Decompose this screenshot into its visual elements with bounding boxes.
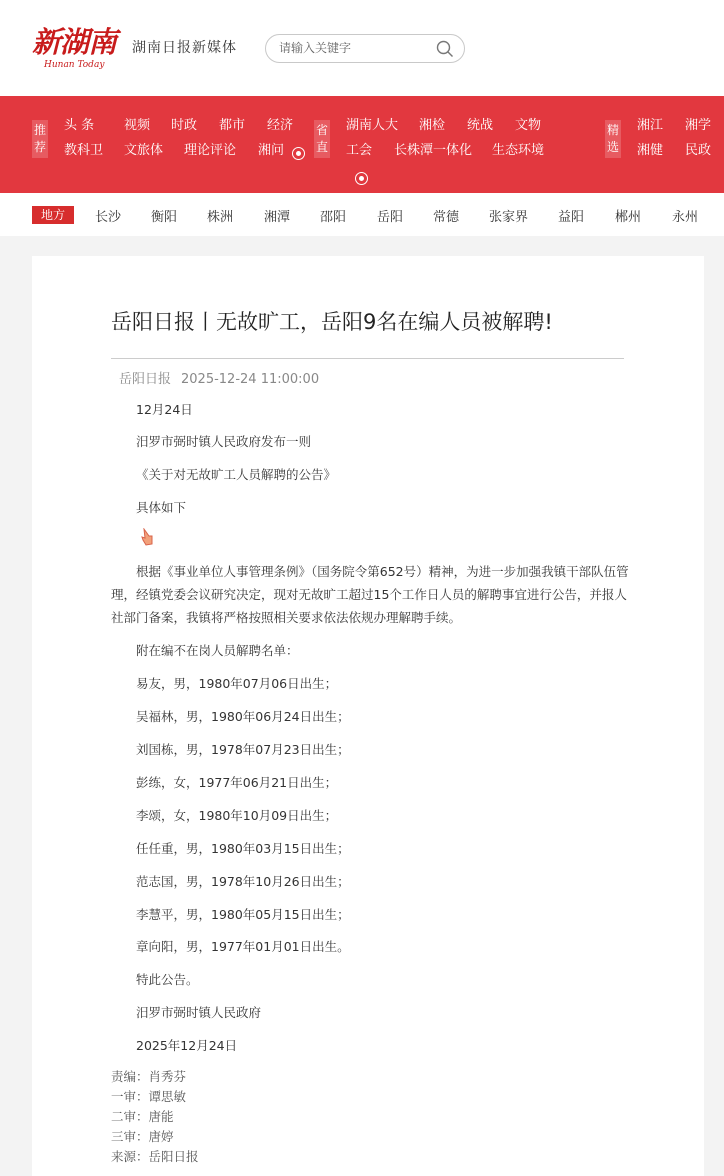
main-nav bbox=[0, 96, 724, 193]
list-item: 刘国栋，男，1978年07月23日出生； bbox=[136, 742, 350, 757]
article-paragraph: 根据《事业单位人事管理条例》（国务院令第652号）精神，为进一步加强我镇干部队伍管理，经镇党委会议研究决定，现对无故旷工超过15个工作日人员的解聘事宜进行公告，并报人社部门备案，我镇将严格按照相关要求依法依规办理解聘手续。 bbox=[111, 564, 629, 625]
list-item: 范志国，男，1978年10月26日出生； bbox=[136, 874, 350, 889]
region-tab[interactable]: 张家界 bbox=[489, 210, 529, 225]
list-item: 章向阳，男，1977年01月01日出生。 bbox=[136, 939, 350, 954]
region-tab[interactable]: 岳阳 bbox=[377, 210, 404, 225]
article-card bbox=[32, 256, 704, 1176]
nav-tag-provincial: 省直 bbox=[314, 120, 330, 158]
list-item: 易友，男，1980年07月06日出生； bbox=[136, 676, 338, 691]
nav-item[interactable]: 湘问 bbox=[258, 143, 285, 158]
nav-tag-recommend: 推荐 bbox=[32, 120, 48, 158]
nav-item[interactable]: 湘江 bbox=[637, 118, 664, 133]
credit-review-1: 一审：谭思敏 bbox=[111, 1089, 187, 1104]
logo-wordmark: 新湖南 bbox=[32, 25, 117, 59]
nav-item[interactable]: 民政 bbox=[685, 143, 712, 158]
nav-item[interactable]: 时政 bbox=[171, 118, 198, 133]
credit-review-3: 三审：唐婷 bbox=[111, 1129, 174, 1144]
credit-review-2: 二审：唐能 bbox=[111, 1109, 174, 1124]
region-tab[interactable]: 永州 bbox=[672, 210, 699, 225]
article-line: 12月24日 bbox=[136, 402, 193, 417]
nav-tag-featured: 精选 bbox=[605, 120, 621, 158]
nav-item[interactable]: 湘健 bbox=[637, 143, 664, 158]
nav-item[interactable]: 湘检 bbox=[419, 118, 446, 133]
region-tab[interactable]: 常德 bbox=[433, 210, 460, 225]
site-logo[interactable] bbox=[32, 20, 116, 76]
list-item: 李颂，女，1980年10月09日出生； bbox=[136, 808, 338, 823]
pointing-hand-icon bbox=[140, 528, 154, 546]
region-tab[interactable]: 长沙 bbox=[95, 210, 122, 225]
nav-item[interactable]: 生态环境 bbox=[492, 143, 545, 158]
nav-item[interactable]: 理论评论 bbox=[184, 143, 237, 158]
nav-item[interactable]: 文旅体 bbox=[124, 143, 164, 158]
nav-item[interactable]: 工会 bbox=[346, 143, 373, 158]
article-meta bbox=[119, 368, 319, 387]
list-item: 任任重，男，1980年03月15日出生； bbox=[136, 841, 350, 856]
issuer-line: 汨罗市弼时镇人民政府 bbox=[136, 1005, 262, 1020]
article-line: 《关于对无故旷工人员解聘的公告》 bbox=[136, 467, 337, 482]
nav-item[interactable]: 文物 bbox=[515, 118, 542, 133]
region-tab[interactable]: 衡阳 bbox=[151, 210, 178, 225]
nav-item[interactable]: 湖南人大 bbox=[346, 118, 399, 133]
issue-date-line: 2025年12月24日 bbox=[136, 1038, 238, 1053]
nav-item[interactable]: 长株潭一体化 bbox=[394, 143, 473, 158]
region-tab[interactable]: 邵阳 bbox=[320, 210, 347, 225]
list-item: 吴福林，男，1980年06月24日出生； bbox=[136, 709, 350, 724]
region-tab-active[interactable]: 地方 bbox=[32, 206, 74, 224]
list-heading: 附在编不在岗人员解聘名单： bbox=[136, 643, 299, 658]
region-bar bbox=[0, 193, 724, 236]
list-item: 李慧平，男，1980年05月15日出生； bbox=[136, 907, 350, 922]
search-box bbox=[265, 34, 465, 63]
closing-line: 特此公告。 bbox=[136, 972, 199, 987]
search-input[interactable] bbox=[279, 40, 429, 56]
nav-item[interactable]: 湘学 bbox=[685, 118, 712, 133]
list-item: 彭练，女，1977年06月21日出生； bbox=[136, 775, 338, 790]
nav-item[interactable]: 都市 bbox=[219, 118, 246, 133]
nav-item[interactable]: 视频 bbox=[124, 118, 151, 133]
article-source: 岳阳日报 bbox=[119, 372, 172, 387]
site-name: 湖南日报新媒体 bbox=[132, 40, 237, 56]
expand-circle-icon[interactable] bbox=[292, 147, 305, 160]
credit-editor: 责编：肖秀芬 bbox=[111, 1069, 187, 1084]
title-divider bbox=[111, 358, 624, 359]
region-tab[interactable]: 郴州 bbox=[615, 210, 642, 225]
search-icon[interactable] bbox=[436, 40, 454, 58]
region-tab[interactable]: 益阳 bbox=[558, 210, 585, 225]
expand-circle-icon[interactable] bbox=[355, 172, 368, 185]
nav-item[interactable]: 经济 bbox=[267, 118, 294, 133]
article-line: 具体如下 bbox=[136, 500, 187, 515]
top-header bbox=[0, 0, 724, 96]
article-line: 汨罗市弼时镇人民政府发布一则 bbox=[136, 434, 312, 449]
credit-source: 来源：岳阳日报 bbox=[111, 1149, 199, 1164]
nav-item[interactable]: 头 条 bbox=[64, 118, 95, 133]
logo-subtitle: Hunan Today bbox=[44, 60, 105, 70]
nav-item[interactable]: 教科卫 bbox=[64, 143, 104, 158]
region-tab[interactable]: 湘潭 bbox=[264, 210, 291, 225]
region-tab[interactable]: 株洲 bbox=[207, 210, 234, 225]
article-datetime: 2025-12-24 11:00:00 bbox=[181, 372, 320, 387]
nav-item[interactable]: 统战 bbox=[467, 118, 494, 133]
article-title: 岳阳日报丨无故旷工，岳阳9名在编人员被解聘! bbox=[111, 310, 553, 334]
